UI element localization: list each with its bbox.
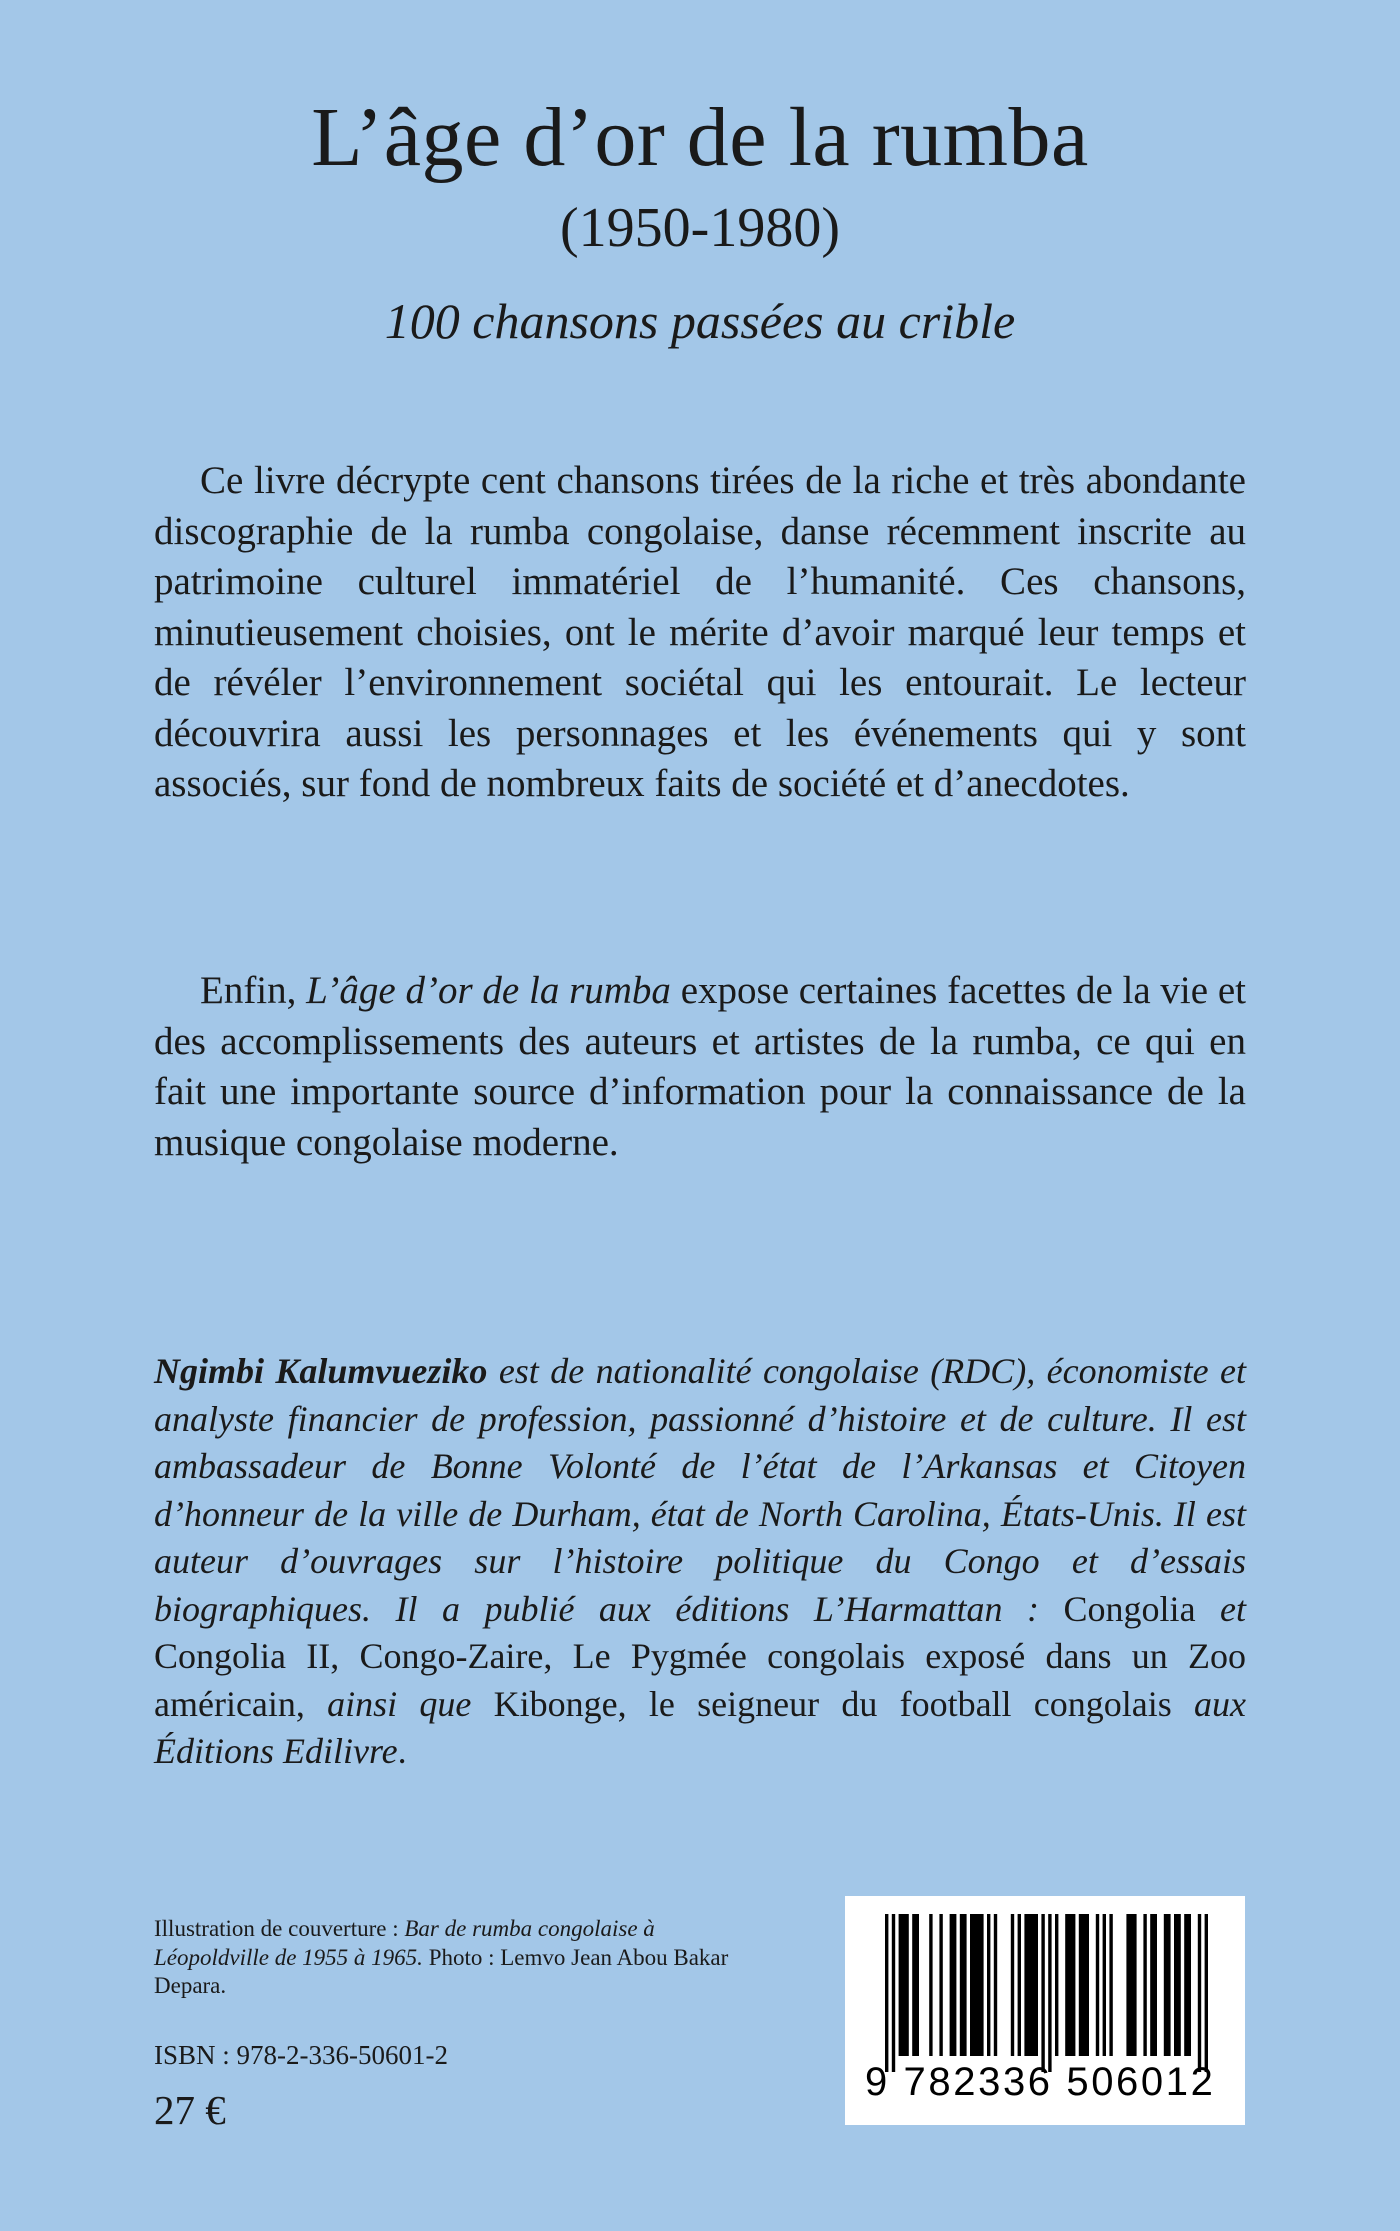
barcode-digits: 9 782336 506012 (865, 2060, 1216, 2104)
barcode-bar (994, 1914, 997, 2056)
price: 27 € (154, 2087, 226, 2133)
barcode-bar (929, 1914, 932, 2056)
bio-publisher: aux Éditions Edilivre (154, 1683, 1247, 1771)
barcode-bar (1150, 1914, 1157, 2056)
barcode-bar (960, 1914, 967, 2056)
paragraph-2-book-title: L’âge d’or de la rumba (306, 969, 671, 1012)
description-paragraph-1: Ce livre décrypte cent chansons tirées de la riche et très abondante discographie de la rumba congolaise, danse récemment inscrite au patrimoine culturel immatériel de l’humanité. Ces chansons, minutieusement choisies, ont le mérite d’avoir marqué leur temps et de révéler l’environnement sociétal qui les entourait. Le lecteur découvrira aussi les personnages et les événements qui y sont associés, sur fond de nombreux faits de société et d’anecdotes. (154, 459, 1246, 805)
barcode-guard-bar (892, 1914, 895, 2072)
barcode-bar (899, 1914, 909, 2056)
barcode-bar (1109, 1914, 1112, 2056)
book-years: (1950-1980) (560, 197, 840, 259)
barcode-bar (950, 1914, 957, 2056)
barcode-bar (939, 1914, 942, 2056)
author-bio (154, 1348, 1246, 1776)
barcode-guard-bar (885, 1914, 888, 2072)
paragraph-2-intro: Enfin, (200, 969, 297, 1012)
bio-end: . (397, 1731, 407, 1771)
barcode-bar (987, 1914, 990, 2056)
barcode-bar (1018, 1914, 1021, 2056)
bio-conjunction-1: et (1220, 1588, 1247, 1629)
barcode-bar (1055, 1914, 1058, 2056)
barcode-bar (912, 1914, 919, 2056)
credit-photo: Photo : Lemvo Jean Abou Bakar Depara. (154, 1944, 729, 1998)
isbn: ISBN : 978-2-336-50601-2 (154, 2040, 448, 2070)
credit-title: Bar de rumba congolaise à Léopoldville de 1955 à 1965. (154, 1916, 655, 1970)
barcode-bar (1096, 1914, 1099, 2056)
book-congolia: Congolia (1063, 1588, 1196, 1629)
barcode-bar (1011, 1914, 1014, 2056)
barcode-bar (1174, 1914, 1181, 2056)
bio-conjunction-2: ainsi que (327, 1683, 472, 1724)
barcode-bar (1103, 1914, 1106, 2056)
barcode-guard-bar (1041, 1914, 1044, 2072)
barcode-bar (1065, 1914, 1075, 2056)
cover-illustration-credit (154, 1915, 754, 2001)
author-name: Ngimbi Kalumvueziko (154, 1351, 488, 1391)
barcode-bar (1143, 1914, 1146, 2056)
paragraph-2-rest: expose certaines facettes de la vie et des accomplissements des auteurs et artistes de la rumba, ce qui en fait une importante source d’information pour la connaissance de la musique congolaise moderne. (154, 969, 1246, 1164)
barcode-bar (1024, 1914, 1038, 2056)
barcode-bar (1184, 1914, 1191, 2056)
book-list: Congolia II, Congo-Zaire, Le Pygmée congolais exposé dans un Zoo américain, (154, 1636, 1246, 1724)
barcode-guard-bar (1205, 1914, 1208, 2072)
description-paragraph-2 (154, 966, 1246, 1168)
barcode-guard-bar (1198, 1914, 1201, 2072)
book-title: L’âge d’or de la rumba (311, 91, 1089, 184)
barcode-bar (970, 1914, 984, 2056)
barcode (845, 1896, 1245, 2125)
barcode-guard-bar (1048, 1914, 1051, 2072)
author-bio-text: est de nationalité congolaise (RDC), économiste et analyste financier de profession, passionné d’histoire et de culture. Il est ambassadeur de Bonne Volonté de l’état de l’Arkansas et Citoyen d’honneur de la ville de Durham, état de North Carolina, États-Unis. Il est auteur d’ouvrages sur l’histoire politique du Congo et d’essais biographiques. Il a publié aux éditions L’Harmattan : (154, 1351, 1246, 1629)
barcode-bar (1126, 1914, 1136, 2056)
book-kibonge: Kibonge, le seigneur du football congolais (493, 1683, 1172, 1724)
book-subtitle: 100 chansons passées au crible (384, 293, 1016, 349)
barcode-bar (1164, 1914, 1171, 2056)
credit-label: Illustration de couverture : (154, 1916, 399, 1941)
barcode-bar (1079, 1914, 1089, 2056)
